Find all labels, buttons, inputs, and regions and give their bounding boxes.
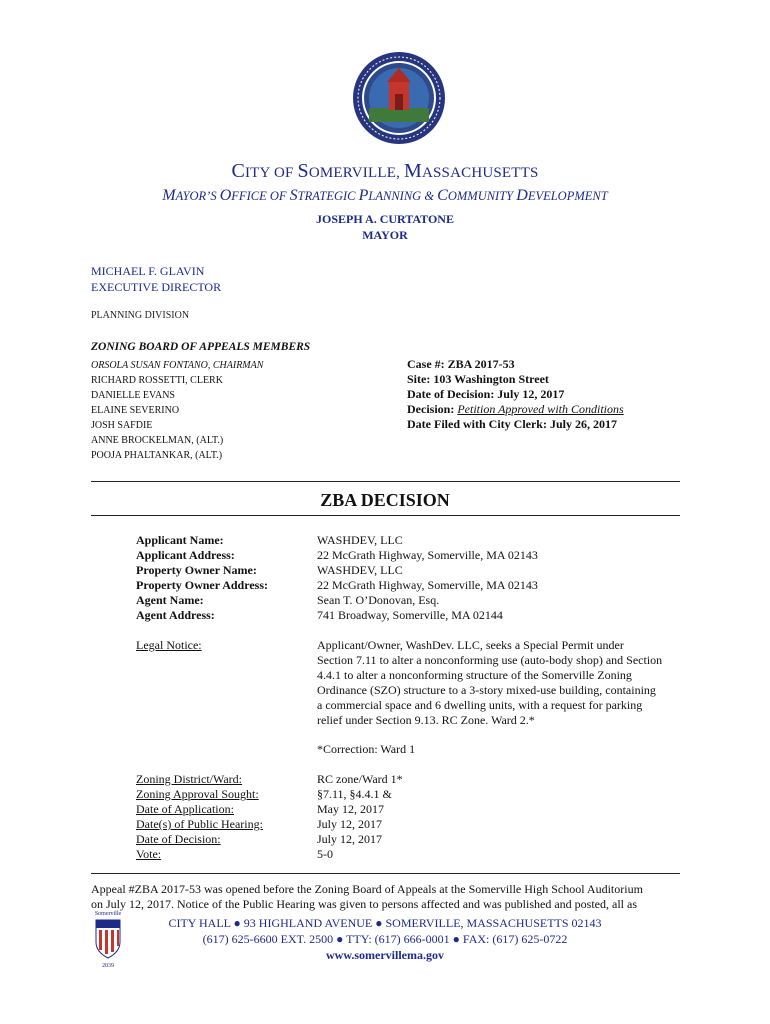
- detail-label: Applicant Name:: [136, 533, 224, 547]
- footer-phones: (617) 625-6600 EXT. 2500 ● TTY: (617) 666-0001 ● FAX: (617) 625-0722: [202, 932, 568, 946]
- board-member: RICHARD ROSSETTI, CLERK: [91, 375, 223, 386]
- detail-value: 22 McGrath Highway, Somerville, MA 02143: [317, 578, 538, 592]
- detail-value: Sean T. O’Donovan, Esq.: [317, 593, 440, 607]
- detail-label: Property Owner Address:: [136, 578, 268, 592]
- legal-line: relief under Section 9.13. RC Zone. Ward 2.*: [317, 713, 535, 727]
- legal-notice-text: [317, 638, 685, 728]
- details-values: [317, 533, 538, 623]
- divider: [91, 515, 680, 516]
- executive-director-block: [91, 263, 221, 295]
- board-member: JOSH SAFDIE: [91, 420, 153, 431]
- detail-value: WASHDEV, LLC: [317, 563, 403, 577]
- zoning-label: Zoning Approval Sought:: [136, 787, 259, 801]
- detail-value: WASHDEV, LLC: [317, 533, 403, 547]
- decision-value: Petition Approved with Conditions: [457, 402, 624, 416]
- shield-top-text: Somerville: [94, 911, 122, 917]
- detail-label: Applicant Address:: [136, 548, 235, 562]
- zoning-labels: [136, 772, 263, 862]
- zoning-value: RC zone/Ward 1*: [317, 772, 403, 786]
- divider: [91, 873, 680, 874]
- legal-line: a commercial space and 6 dwelling units, with a request for parking: [317, 698, 643, 712]
- mayor-name: JOSEPH A. CURTATONE: [316, 212, 454, 226]
- detail-label: Agent Address:: [136, 608, 215, 622]
- board-member: ORSOLA SUSAN FONTANO, CHAIRMAN: [91, 360, 264, 371]
- shield-bottom-text: 2039: [102, 963, 114, 969]
- zoning-value: July 12, 2017: [317, 817, 383, 831]
- board-member: ELAINE SEVERINO: [91, 405, 180, 416]
- zoning-label: Date of Decision:: [136, 832, 221, 846]
- board-members-list: [91, 358, 263, 463]
- case-decision: Decision: Petition Approved with Conditions: [407, 402, 624, 416]
- details-labels: [136, 533, 268, 623]
- case-info: [407, 357, 624, 432]
- zoning-value: July 12, 2017: [317, 832, 383, 846]
- board-member: DANIELLE EVANS: [91, 390, 175, 401]
- division-label: PLANNING DIVISION: [91, 310, 190, 321]
- executive-title: EXECUTIVE DIRECTOR: [91, 280, 222, 294]
- detail-label: Agent Name:: [136, 593, 204, 607]
- zoning-label: Vote:: [136, 847, 162, 861]
- correction-note: *Correction: Ward 1: [317, 742, 416, 756]
- decision-title: ZBA DECISION: [320, 490, 450, 510]
- legal-line: Applicant/Owner, WashDev. LLC, seeks a Special Permit under: [317, 638, 624, 652]
- detail-value: 22 McGrath Highway, Somerville, MA 02143: [317, 548, 538, 562]
- legal-notice-label: Legal Notice:: [136, 638, 202, 652]
- city-title: CITY OF SOMERVILLE, MASSACHUSETTS: [231, 160, 539, 182]
- board-heading: ZONING BOARD OF APPEALS MEMBERS: [91, 341, 311, 353]
- zoning-label: Date(s) of Public Hearing:: [136, 817, 263, 831]
- zoning-value: May 12, 2017: [317, 802, 384, 816]
- city-seal-logo: [351, 50, 447, 146]
- zoning-value: §7.11, §4.4.1 &: [317, 787, 392, 801]
- appeal-paragraph: [91, 882, 691, 912]
- zoning-value: 5-0: [317, 847, 333, 861]
- legal-line: Section 7.11 to alter a nonconforming use (auto-body shop) and Section: [317, 653, 663, 667]
- office-title: MAYOR’S OFFICE OF STRATEGIC PLANNING & COMMUNITY DEVELOPMENT: [162, 187, 608, 204]
- mayor-title: MAYOR: [362, 228, 408, 242]
- zoning-values: [317, 772, 403, 862]
- footer-address: CITY HALL ● 93 HIGHLAND AVENUE ● SOMERVILLE, MASSACHUSETTS 02143: [168, 916, 602, 930]
- detail-value: 741 Broadway, Somerville, MA 02144: [317, 608, 503, 622]
- board-member: POOJA PHALTANKAR, (ALT.): [91, 450, 223, 461]
- case-site: Site: 103 Washington Street: [407, 372, 549, 386]
- legal-line: 4.4.1 to alter a nonconforming structure of the Somerville Zoning: [317, 668, 632, 682]
- zoning-label: Date of Application:: [136, 802, 234, 816]
- appeal-line: on July 12, 2017. Notice of the Public Hearing was given to persons affected and was published and posted, all as: [91, 897, 637, 911]
- divider: [91, 481, 680, 482]
- zoning-label: Zoning District/Ward:: [136, 772, 243, 786]
- case-date-filed: Date Filed with City Clerk: July 26, 2017: [407, 417, 617, 431]
- detail-label: Property Owner Name:: [136, 563, 257, 577]
- board-member: ANNE BROCKELMAN, (ALT.): [91, 435, 224, 446]
- legal-line: Ordinance (SZO) structure to a 3-story mixed-use building, containing: [317, 683, 656, 697]
- case-date-of-decision: Date of Decision: July 12, 2017: [407, 387, 565, 401]
- footer: [0, 915, 770, 963]
- footer-website[interactable]: www.somervillema.gov: [326, 948, 444, 962]
- appeal-line: Appeal #ZBA 2017-53 was opened before the Zoning Board of Appeals at the Somerville High School Auditorium: [91, 882, 643, 896]
- case-number: Case #: ZBA 2017-53: [407, 357, 515, 371]
- executive-name: MICHAEL F. GLAVIN: [91, 264, 205, 278]
